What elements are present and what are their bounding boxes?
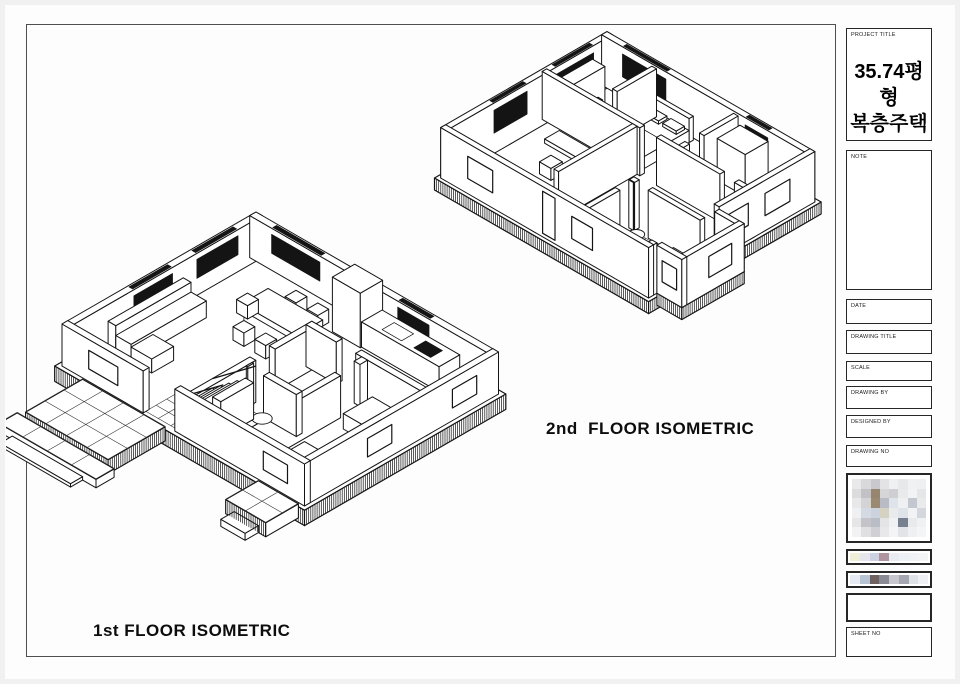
date-box [846, 299, 932, 324]
second-floor-isometric-drawing [402, 26, 842, 426]
project-title-box [846, 28, 932, 141]
designed-by-label: DESIGNED BY [851, 419, 891, 425]
empty-box [846, 593, 932, 622]
designed-by-box [846, 415, 932, 438]
stamp-box-large [846, 473, 932, 543]
sheet-no-label: SHEET NO [851, 631, 881, 637]
date-label: DATE [851, 303, 867, 309]
drawing-no-box [846, 445, 932, 467]
stamp-strip-2 [846, 571, 932, 588]
first-floor-label: 1st FLOOR ISOMETRIC [93, 621, 291, 640]
note-box [846, 150, 932, 290]
censored-signature-strip [850, 575, 928, 584]
project-title-text: 35.74평형 복층주택 [850, 61, 928, 135]
scale-label: SCALE [851, 365, 871, 371]
drawing-by-box [846, 386, 932, 409]
note-label: NOTE [851, 154, 868, 160]
stamp-strip-1 [846, 549, 932, 565]
drawing-title-box [846, 330, 932, 354]
project-title-label: PROJECT TITLE [851, 32, 896, 38]
censored-signature-strip [850, 553, 928, 561]
scale-box [846, 361, 932, 381]
censored-stamp-image [852, 479, 926, 537]
drawing-by-label: DRAWING BY [851, 390, 889, 396]
drawing-no-label: DRAWING NO [851, 449, 890, 455]
drawing-title-label: DRAWING TITLE [851, 334, 897, 340]
second-floor-label: 2nd FLOOR ISOMETRIC [546, 419, 755, 438]
sheet-no-box [846, 627, 932, 657]
